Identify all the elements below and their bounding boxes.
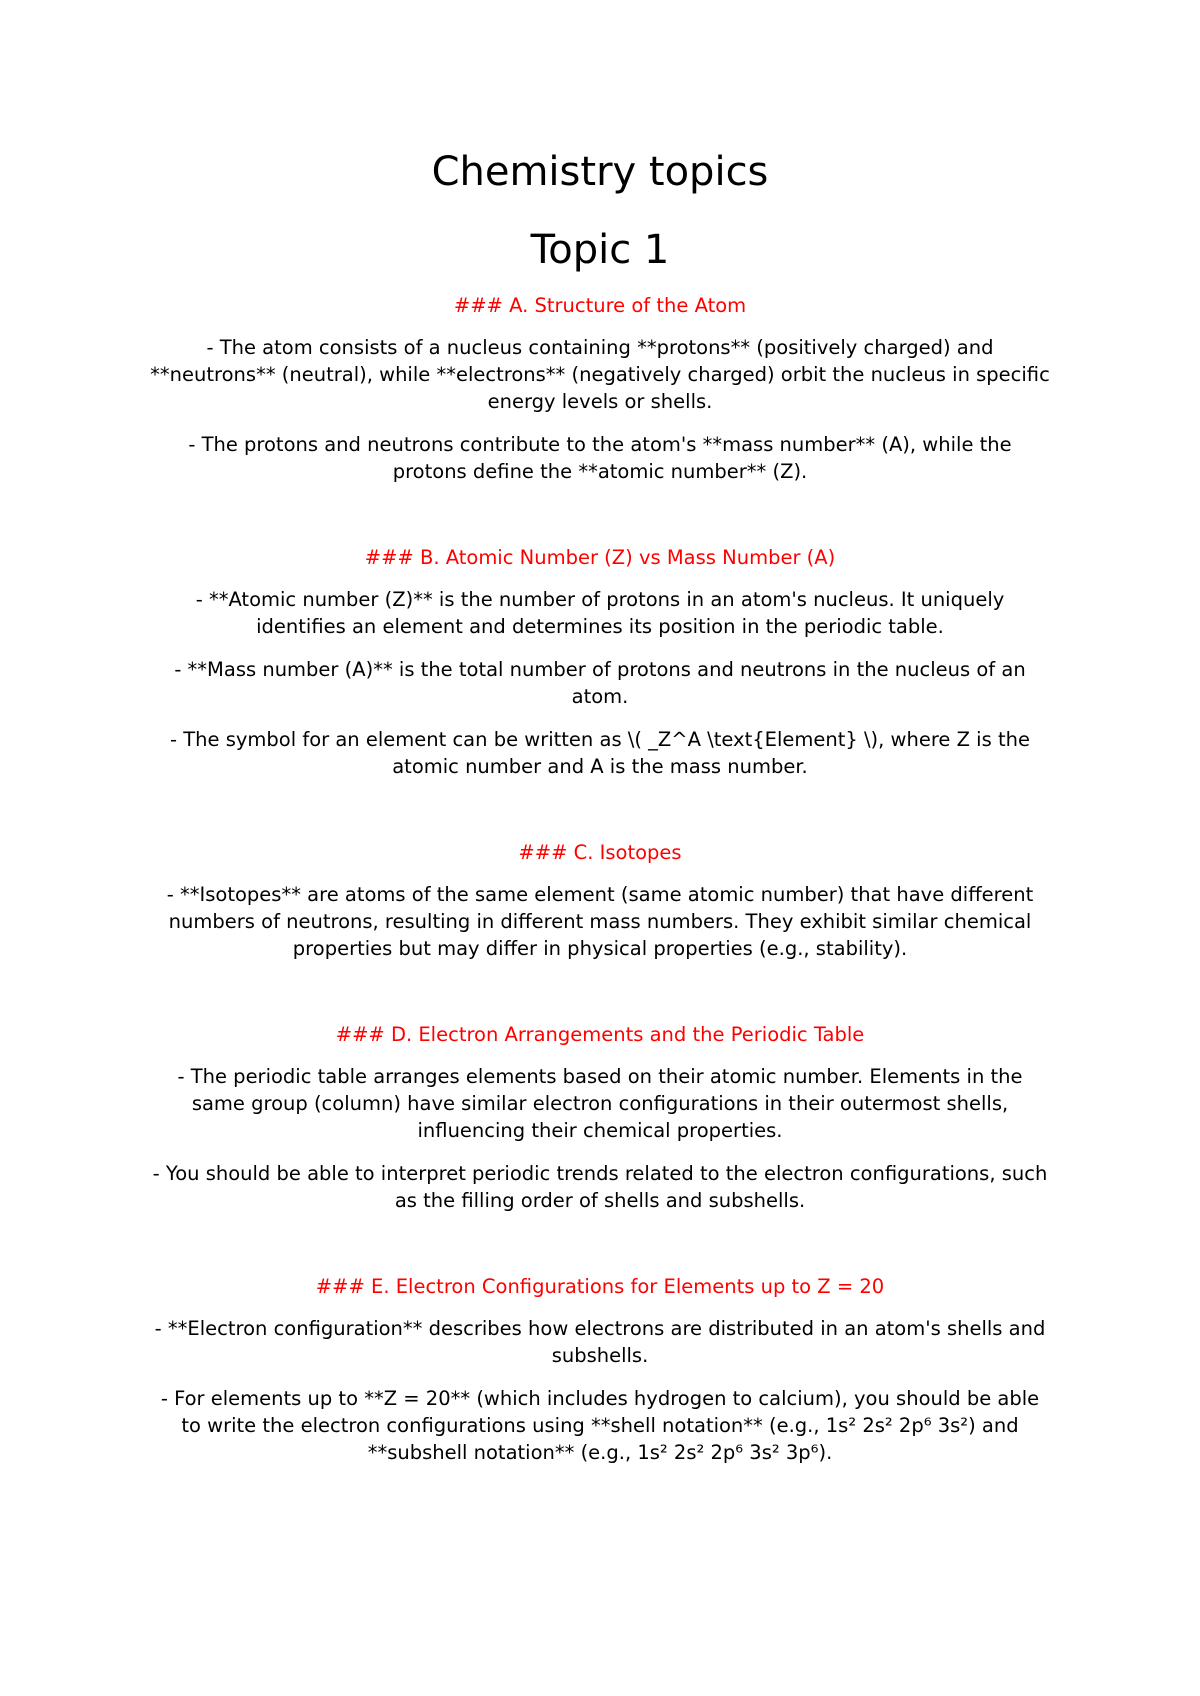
section-paragraph: - The periodic table arranges elements based on their atomic number. Elements in the same group (column) have similar electron configurations in their outermost shells, influencing their chemical properties.: [177, 1065, 1023, 1142]
section-heading: ### E. Electron Configurations for Elements up to Z = 20: [315, 1275, 885, 1298]
section-paragraph: - The protons and neutrons contribute to the atom's **mass number** (A), while the protons define the **atomic number** (Z).: [188, 433, 1012, 483]
section-paragraph: - For elements up to **Z = 20** (which includes hydrogen to calcium), you should be able to write the electron configurations using **shell notation** (e.g., 1s² 2s² 2p⁶ 3s²) and **subshell notation** (e.g., 1s² 2s² 2p⁶ 3s² 3p⁶).: [160, 1387, 1040, 1464]
section-heading: ### D. Electron Arrangements and the Periodic Table: [335, 1023, 865, 1046]
section-paragraph: - **Mass number (A)** is the total number of protons and neutrons in the nucleus of an atom.: [174, 658, 1026, 708]
section-electron-configurations: [150, 1273, 1050, 1466]
page-subtitle: Topic 1: [530, 227, 670, 273]
section-paragraph: - **Isotopes** are atoms of the same element (same atomic number) that have different numbers of neutrons, resulting in different mass numbers. They exhibit similar chemical properties but may differ in physical properties (e.g., stability).: [166, 883, 1034, 960]
page-title: Chemistry topics: [431, 149, 769, 195]
section-paragraph: - You should be able to interpret periodic trends related to the electron configurations, such as the filling order of shells and subshells.: [152, 1162, 1048, 1212]
section-paragraph: - **Electron configuration** describes how electrons are distributed in an atom's shells and subshells.: [154, 1317, 1046, 1367]
section-paragraph: - The symbol for an element can be written as \( _Z^A \text{Element} \), where Z is the atomic number and A is the mass number.: [170, 728, 1030, 778]
section-electron-arrangements: [150, 1021, 1050, 1214]
document-body: [150, 292, 1050, 1466]
section-heading: ### C. Isotopes: [518, 841, 682, 864]
section-atomic-vs-mass-number: [150, 544, 1050, 780]
section-heading: ### B. Atomic Number (Z) vs Mass Number (A): [364, 546, 836, 569]
section-structure-of-atom: [150, 292, 1050, 485]
section-paragraph: - **Atomic number (Z)** is the number of protons in an atom's nucleus. It uniquely identifies an element and determines its position in the periodic table.: [195, 588, 1005, 638]
section-isotopes: [150, 839, 1050, 962]
section-heading: ### A. Structure of the Atom: [453, 294, 747, 317]
section-paragraph: - The atom consists of a nucleus containing **protons** (positively charged) and **neutrons** (neutral), while **electrons** (negatively charged) orbit the nucleus in specific energy levels or shells.: [150, 336, 1050, 413]
